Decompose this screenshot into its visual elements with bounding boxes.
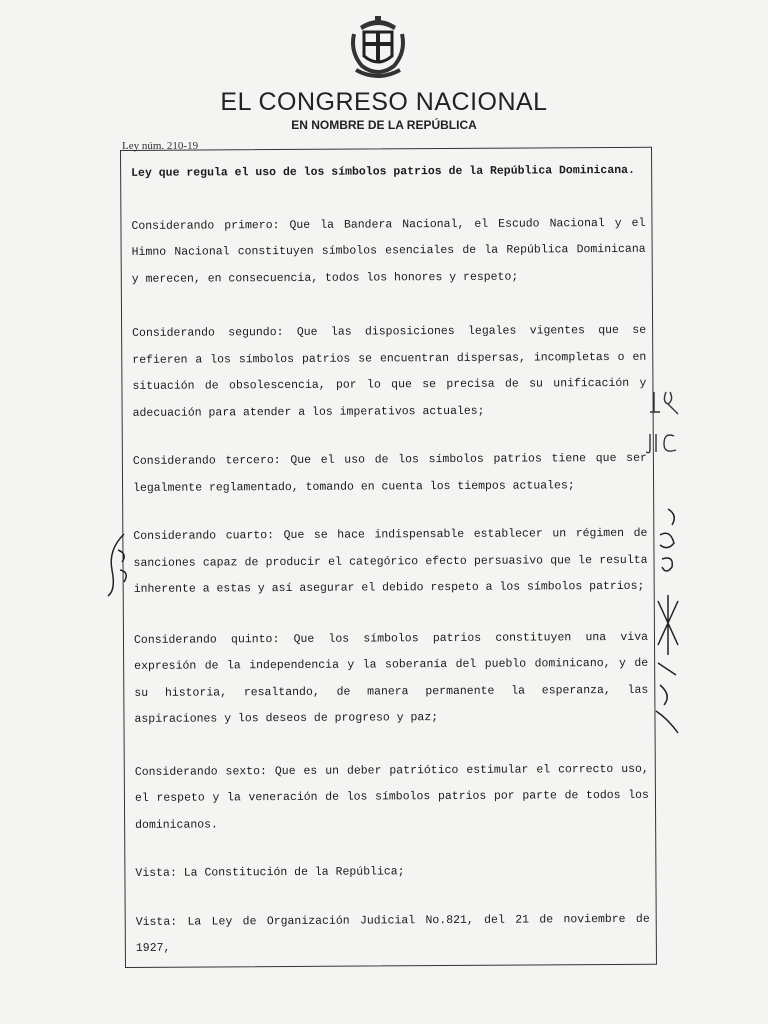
paragraph-text: Que es un deber patriótico estimular el correcto uso, el respeto y la veneración de los símbolos patrios por parte de todos los dominicanos.	[134, 762, 649, 832]
paragraph-text: Que las disposiciones legales vigentes que se refieren a los símbolos patrios se encuentran dispersas, incompletas o en situación de obsolescencia, por lo que se precisa de su unificación y adecuación para atender a los imperativos actuales;	[132, 323, 647, 420]
paragraph-lead: Considerando cuarto:	[133, 529, 275, 543]
paragraph	[133, 446, 647, 502]
law-intro: Ley que regula el uso de los símbolos patrios de la República Dominicana.	[131, 163, 635, 180]
paragraph-lead: Considerando primero:	[131, 218, 280, 233]
paragraph	[135, 858, 649, 888]
paragraph	[135, 756, 649, 839]
handwritten-initials-icon	[646, 430, 682, 456]
text-frame	[120, 147, 657, 968]
paragraph-lead: Vista:	[135, 915, 178, 929]
paragraph-lead: Considerando sexto:	[134, 764, 267, 779]
paragraph-lead: Considerando tercero:	[132, 454, 281, 468]
handwritten-initials-icon	[648, 388, 688, 418]
paragraph-text: Que la Bandera Nacional, el Escudo Nacional y el Himno Nacional constituyen símbolos esenciales de la República Dominicana y merecen, en consecuencia, todos los honores y respeto;	[131, 216, 646, 286]
paragraph	[136, 906, 650, 962]
law-number: Ley núm. 210-19	[122, 140, 199, 152]
handwritten-initials-icon	[104, 530, 134, 600]
paragraph-lead: Considerando segundo:	[132, 326, 284, 340]
paragraph	[132, 318, 647, 427]
paragraph	[134, 624, 649, 733]
coat-of-arms-icon	[346, 12, 410, 82]
page-subtitle: EN NOMBRE DE LA REPÚBLICA	[291, 118, 477, 132]
handwritten-signature-icon	[648, 505, 688, 745]
paragraph	[133, 521, 647, 604]
paragraph-text: La Constitución de la República;	[183, 865, 405, 880]
paragraph-text: Que se hace indispensable establecer un régimen de sanciones capaz de producir el categórico efecto persuasivo que le resulta inherente a estas y así asegurar el debido respeto a los símbolos patrios;	[133, 526, 648, 596]
paragraph-text: Que el uso de los símbolos patrios tiene que ser legalmente reglamentado, tomando en cuenta los tiempos actuales;	[133, 451, 647, 495]
paragraph-text: La Ley de Organización Judicial No.821, del 21 de noviembre de 1927,	[135, 912, 650, 955]
paragraph-lead: Considerando quinto:	[133, 632, 280, 647]
paragraph-text: Que los símbolos patrios constituyen una viva expresión de la independencia y la soberanía del pueblo dominicano, y de su historia, resaltando, de manera permanente la esperanza, las aspiraciones y los deseos de progreso y paz;	[134, 630, 649, 726]
paragraph-lead: Vista:	[135, 866, 177, 880]
page-title: EL CONGRESO NACIONAL	[220, 88, 548, 116]
paragraph	[131, 210, 645, 293]
document-body	[131, 158, 650, 963]
